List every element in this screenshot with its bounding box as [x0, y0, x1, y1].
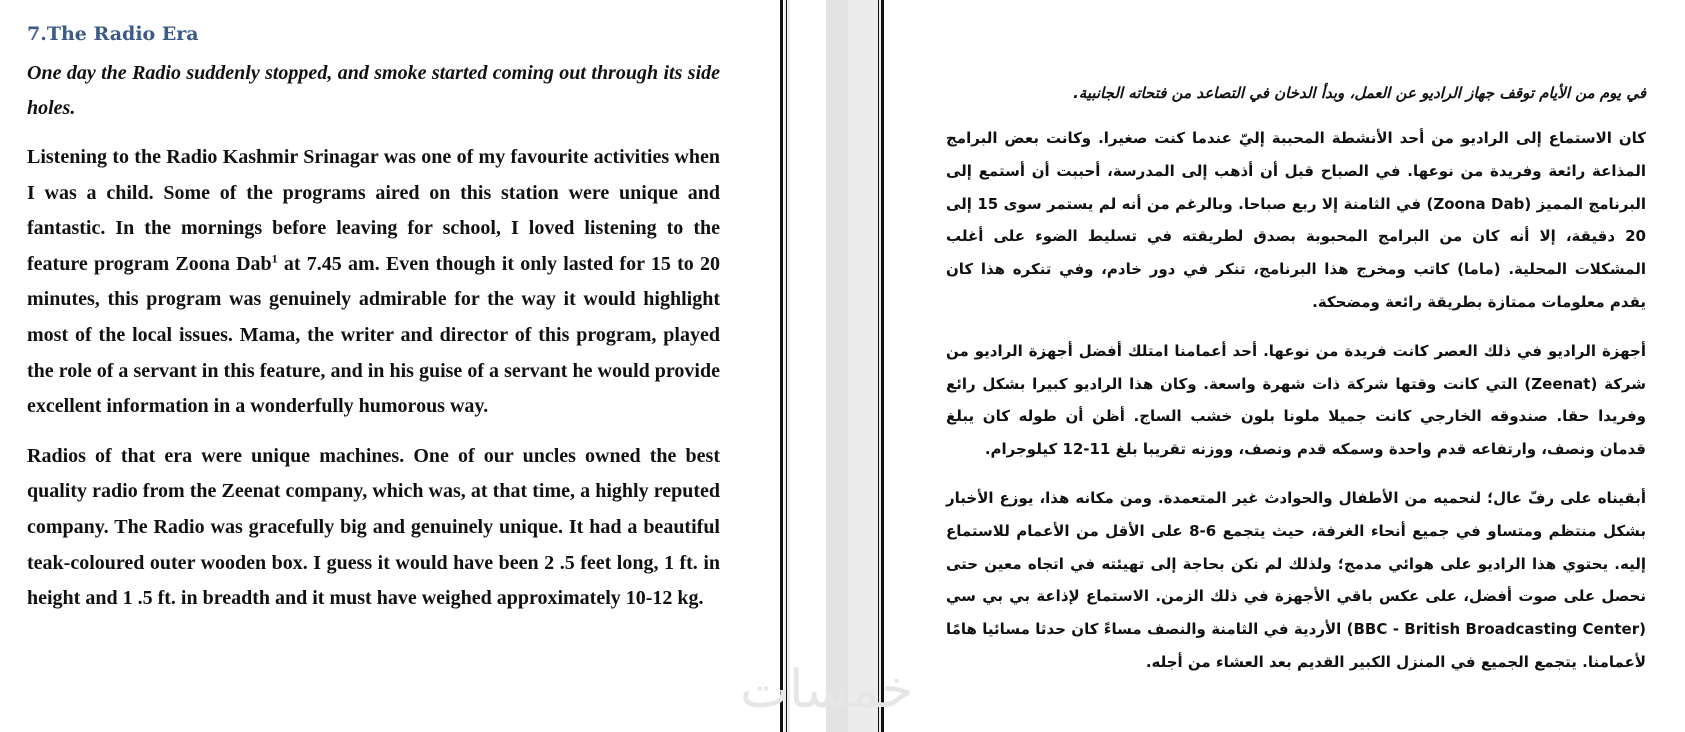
arabic-paragraph-1: كان الاستماع إلى الراديو من أحد الأنشطة المحببة إليّ عندما كنت صغيرا. وكانت بعض البرامج المذاعة رائعة وفريدة من نوعها. في الصباح قبل أن أذهب إلى المدرسة، أحببت أن أستمع إلى البرنامج المميز (Zoona Dab) في الثامنة إلا ربع صباحا. وبالرغم من أنه لم يستمر سوى 15 إلى 20 دقيقة، إلا أنه كان من البرامج المحبوبة بصدق لطريقته في تسليط الضوء على أغلب المشكلات المحلية. (ماما) كاتب ومخرج هذا البرنامج، تنكر في دور خادم، وفي تنكره هذا كان يقدم معلومات ممتازة بطريقة رائعة ومضحكة.: [946, 129, 1647, 311]
english-page: [0, 0, 780, 732]
intro-italic: One day the Radio suddenly stopped, and smoke started coming out through its side holes.: [27, 62, 720, 119]
page-gutter: [784, 0, 882, 732]
paragraph-1-part-b: at 7.45 am. Even though it only lasted for 15 to 20 minutes, this program was genuinely admirable for the way it would highlight most of the local issues. Mama, the writer and director of this program, played the role of a servant in this feature, and in his guise of a servant he would provide excellent information in a wonderfully humorous way.: [27, 252, 721, 418]
chapter-heading: 7.The Radio Era: [27, 23, 199, 45]
footnote-marker[interactable]: 1: [271, 251, 278, 266]
left-page-border: [780, 0, 783, 732]
right-page-border-thin: [878, 0, 879, 732]
arabic-content: [946, 80, 1646, 695]
watermark-logo: خمسات: [740, 660, 914, 720]
english-content: [27, 18, 720, 631]
left-page-border-thin: [786, 0, 787, 732]
arabic-intro-italic: في يوم من الأيام توقف جهاز الراديو عن العمل، وبدأ الدخان في التصاعد من فتحاته الجانبية.: [1073, 84, 1646, 102]
arabic-paragraph-3: أبقيناه على رفّ عال؛ لنحميه من الأطفال والحوادث غير المتعمدة. ومن مكانه هذا، يوزع الأخبار بشكل منتظم ومتساو في جميع أنحاء الغرفة، حيث يتجمع 6-8 على الأقل من الأعمام للاستماع إليه. يحتوي هذا الراديو على هوائي مدمج؛ ولذلك لم نكن بحاجة إلى تهيئته في اتجاه معين حتى نحصل على صوت أفضل، على عكس باقي الأجهزة في ذلك الزمن. الاستماع لإذاعة بي بي سي (BBC - British Broadcasting Center) الأردية في الثامنة والنصف مساءً كان حدثا مسائيا هامًا لأعمامنا. يتجمع الجميع في المنزل الكبير القديم بعد العشاء من أجله.: [946, 488, 1646, 671]
gutter-grey-strip: [826, 0, 848, 732]
paragraph-1-part-a: Listening to the Radio Kashmir Srinagar was one of my favourite activities when I was a child. Some of the programs aired on this station were unique and fantastic. In the mornings before leaving for school, I loved listening to the feature program Zoona Dab: [27, 146, 720, 275]
english-paragraph-2: Radios of that era were unique machines. One of our uncles owned the best quality radio from the Zeenat company, which was, at that time, a highly reputed company. The Radio was gracefully big and genuinely unique. It had a beautiful teak-coloured outer wooden box. I guess it would have been 2 .5 feet long, 1 ft. in height and 1 .5 ft. in breadth and it must have weighed approximately 10-12 kg.: [27, 444, 720, 610]
arabic-page: [884, 0, 1685, 732]
gutter-white-strip: [790, 0, 826, 732]
english-paragraph-1: [27, 140, 720, 425]
arabic-paragraph-2: أجهزة الراديو في ذلك العصر كانت فريدة من نوعها. أحد أعمامنا امتلك أفضل أجهزة الراديو من شركة (Zeenat) التي كانت وقتها شركة ذات شهرة واسعة. وكان هذا الراديو كبيرا بشكل رائع وفريدا حقا. صندوقه الخارجي كانت جميلا ملونا بلون خشب الساج. أظن أن طوله كان يبلغ قدمان ونصف، وارتفاعه قدم واحدة وسمكه قدم ونصف، ووزنه تقريبا بلغ 11-12 كيلوجرام.: [946, 341, 1646, 459]
